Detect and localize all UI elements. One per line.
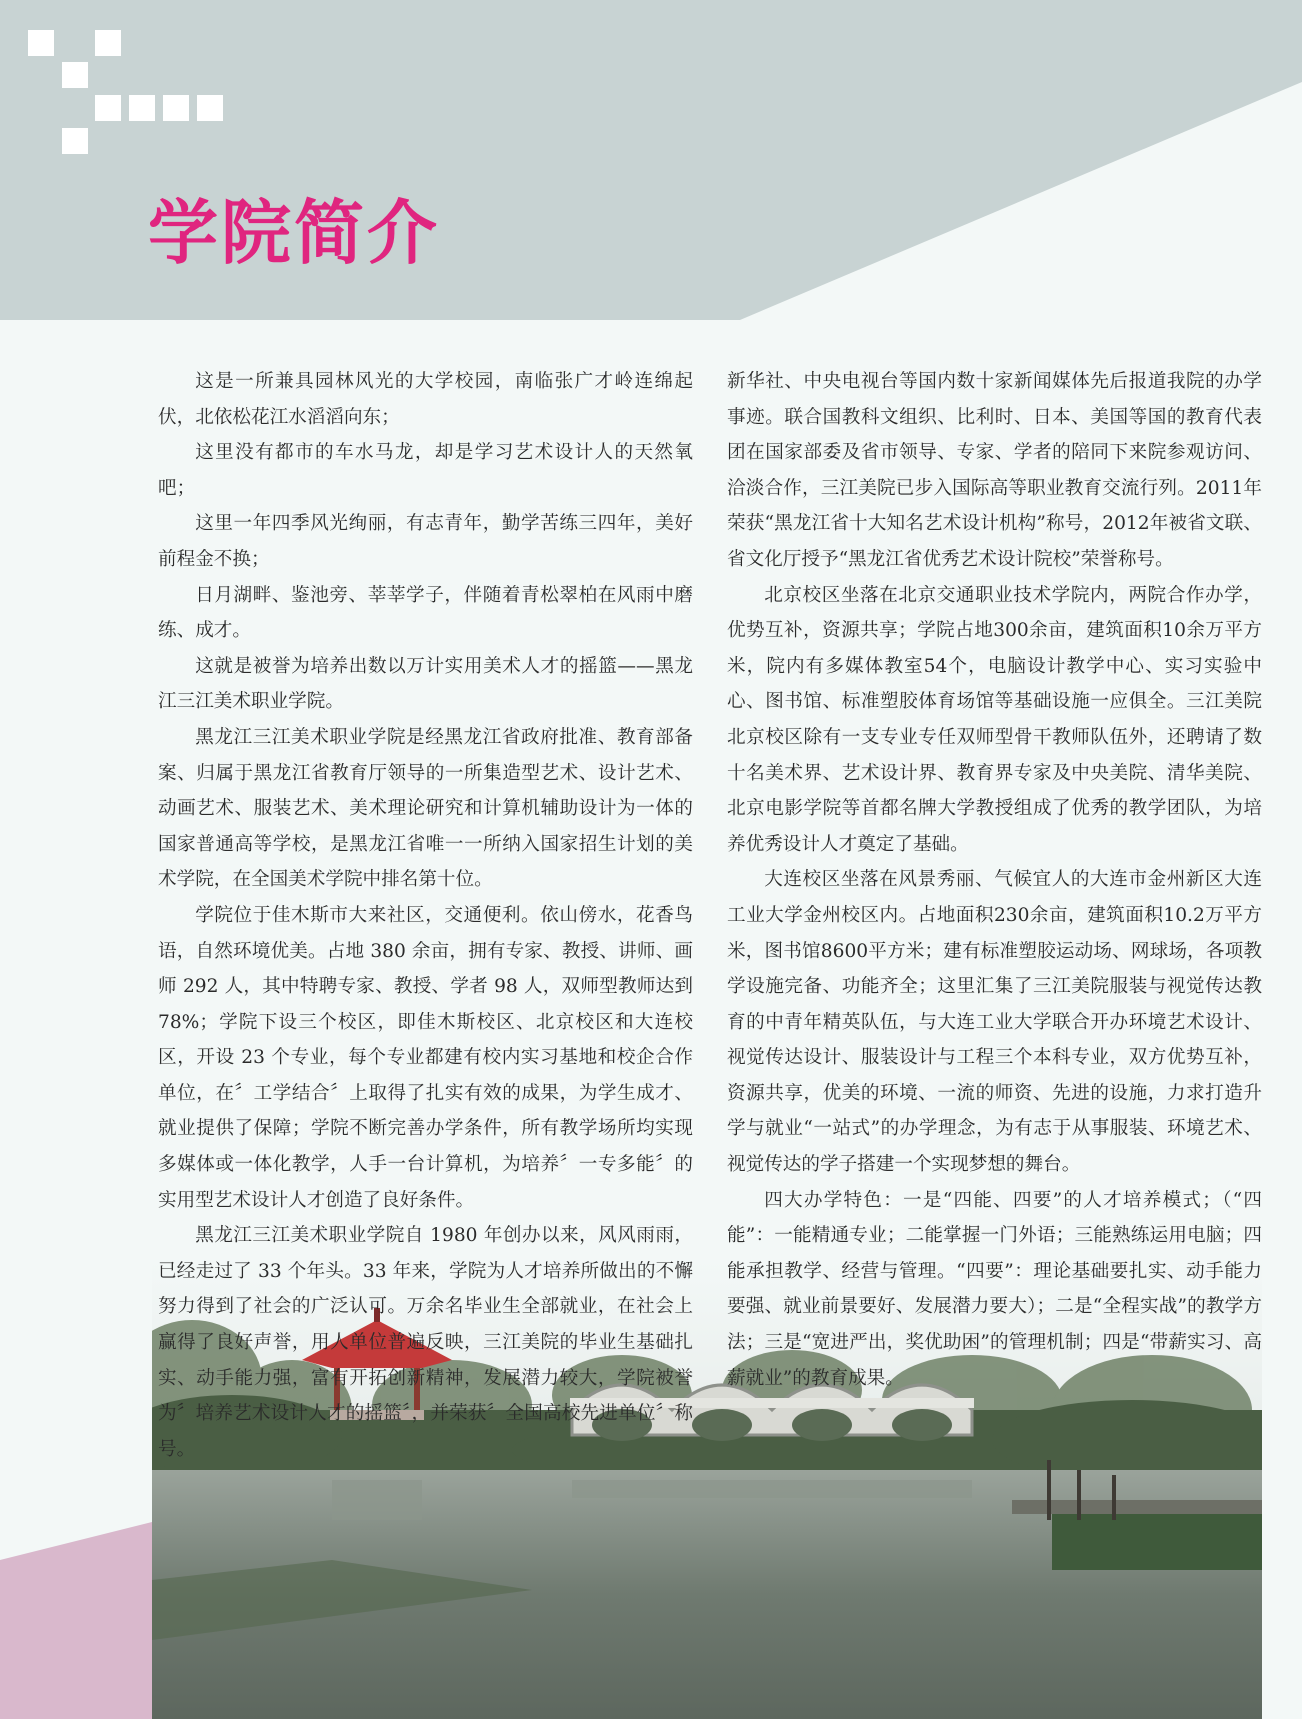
paragraph: 黑龙江三江美术职业学院自 1980 年创办以来，风风雨雨，已经走过了 33 个年头。33 年来，学院为人才培养所做出的不懈努力得到了社会的广泛认可。万余名毕业生全部就业，在社会上赢得了良好声誉，用人单位普遍反映，三江美院的毕业生基础扎实、动手能力强，富有开拓创新精神，发展潜力较大，学院被誉为〞培养艺术设计人才的摇篮〞，并荣获〞全国高校先进单位〞称号。 <box>158 1225 693 1460</box>
paragraph: 这里一年四季风光绚丽，有志青年，勤学苦练三四年，美好前程金不换； <box>158 513 693 570</box>
right-text-column <box>727 364 1262 1396</box>
white-squares-pattern-icon <box>0 0 240 160</box>
corner-accent <box>0 1520 160 1719</box>
paragraph: 这是一所兼具园林风光的大学校园，南临张广才岭连绵起伏，北依松花江水滔滔向东； <box>158 371 693 428</box>
paragraph: 四大办学特色：一是“四能、四要”的人才培养模式；（“四能”：一能精通专业；二能掌握一门外语；三能熟练运用电脑；四能承担教学、经营与管理。“四要”：理论基础要扎实、动手能力要强、就业前景要好、发展潜力要大）；二是“全程实战”的教学方法；三是“宽进严出，奖优助困”的管理机制；四是“带薪实习、高薪就业”的教育成果。 <box>727 1189 1262 1389</box>
page-title: 学院简介 <box>148 192 440 274</box>
paragraph: 这就是被誉为培养出数以万计实用美术人才的摇篮——黑龙江三江美术职业学院。 <box>158 655 693 713</box>
paragraph: 这里没有都市的车水马龙，却是学习艺术设计人的天然氧吧； <box>158 442 693 499</box>
paragraph: 学院位于佳木斯市大来社区，交通便利。依山傍水，花香鸟语，自然环境优美。占地 380 余亩，拥有专家、教授、讲师、画师 292 人，其中特聘专家、教授、学者 98 人，双师型教师达到 78%；学院下设三个校区，即佳木斯校区、北京校区和大连校区，开设 23 个专业，每个专业都建有校内实习基地和校企合作单位，在〞工学结合〞上取得了扎实有效的成果，为学生成才、就业提供了保障；学院不断完善办学条件，所有教学场所均实现多媒体或一体化教学，人手一台计算机，为培养〞一专多能〞的实用型艺术设计人才创造了良好条件。 <box>158 904 693 1211</box>
paragraph: 黑龙江三江美术职业学院是经黑龙江省政府批准、教育部备案、归属于黑龙江省教育厅领导的一所集造型艺术、设计艺术、动画艺术、服装艺术、美术理论研究和计算机辅助设计为一体的国家普通高等学校，是黑龙江省唯一一所纳入国家招生计划的美术学院，在全国美术学院中排名第十位。 <box>158 726 693 891</box>
paragraph: 大连校区坐落在风景秀丽、气候宜人的大连市金州新区大连工业大学金州校区内。占地面积230余亩，建筑面积10.2万平方米，图书馆8600平方米；建有标准塑胶运动场、网球场，各项教学设施完备、功能齐全；这里汇集了三江美院服装与视觉传达教育的中青年精英队伍，与大连工业大学联合开办环境艺术设计、视觉传达设计、服装设计与工程三个本科专业，双方优势互补，资源共享，优美的环境、一流的师资、先进的设施，力求打造升学与就业“一站式”的办学理念，为有志于从事服装、环境艺术、视觉传达的学子搭建一个实现梦想的舞台。 <box>727 869 1262 1176</box>
paragraph: 北京校区坐落在北京交通职业技术学院内，两院合作办学，优势互补，资源共享；学院占地300余亩，建筑面积10余万平方米，院内有多媒体教室54个，电脑设计教学中心、实习实验中心、图书馆、标准塑胶体育场馆等基础设施一应俱全。三江美院北京校区除有一支专业专任双师型骨干教师队伍外，还聘请了数十名美术界、艺术设计界、教育界专家及中央美院、清华美院、北京电影学院等首都名牌大学教授组成了优秀的教学团队，为培养优秀设计人才奠定了基础。 <box>727 584 1262 855</box>
paragraph: 日月湖畔、鉴池旁、莘莘学子，伴随着青松翠柏在风雨中磨练、成才。 <box>158 584 693 642</box>
paragraph-continued: 新华社、中央电视台等国内数十家新闻媒体先后报道我院的办学事迹。联合国教科文组织、比利时、日本、美国等国的教育代表团在国家部委及省市领导、专家、学者的陪同下来院参观访问、洽淡合作，三江美院已步入国际高等职业教育交流行列。2011年荣获“黑龙江省十大知名艺术设计机构”称号，2012年被省文联、省文化厅授予“黑龙江省优秀艺术设计院校”荣誉称号。 <box>727 371 1262 570</box>
left-text-column <box>158 364 693 1467</box>
